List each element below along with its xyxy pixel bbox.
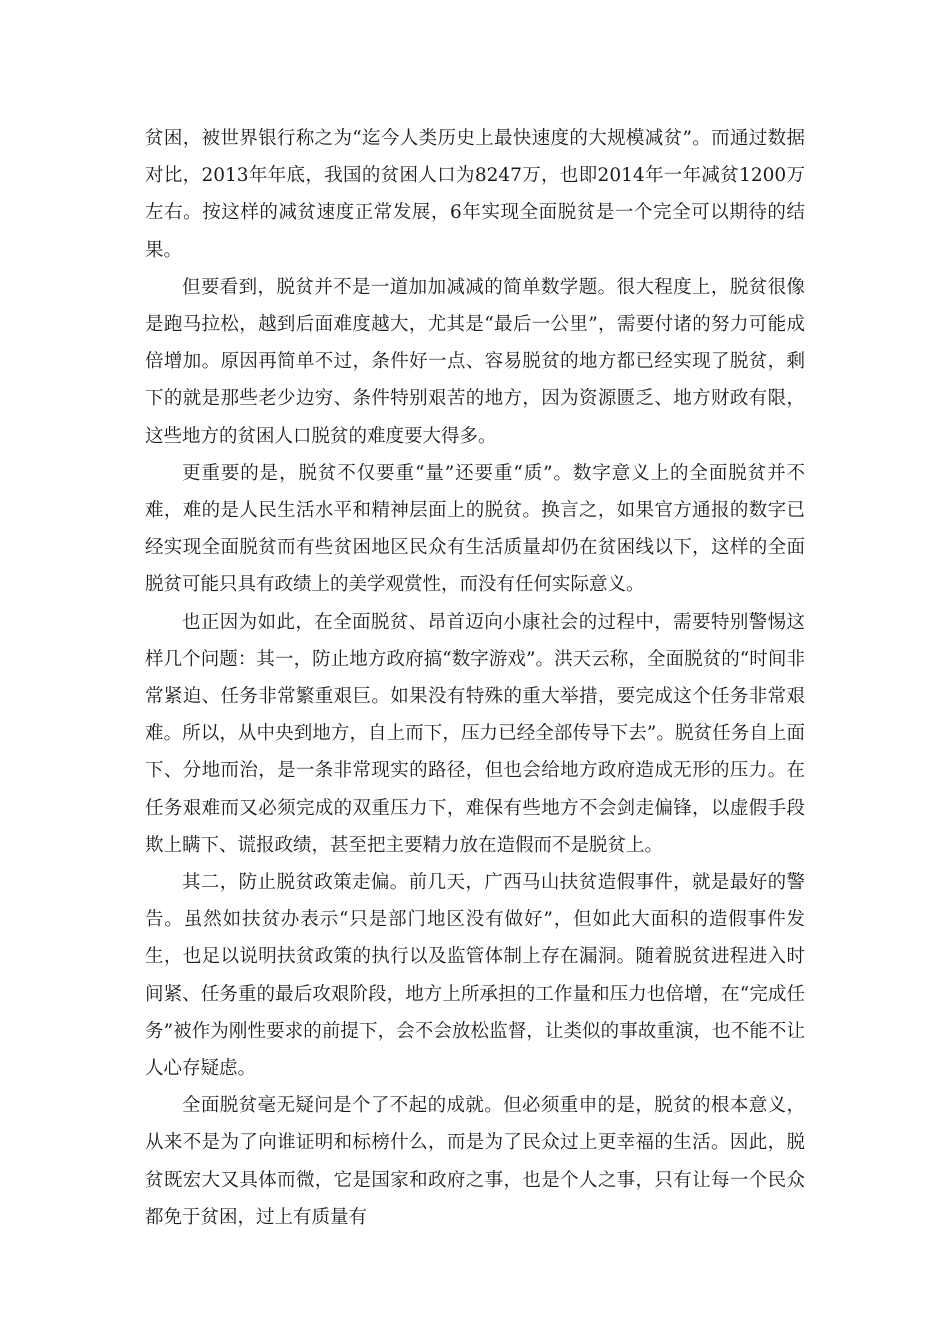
paragraph: 更重要的是，脱贫不仅要重“量”还要重“质”。数字意义上的全面脱贫并不难，难的是人民生活水平和精神层面上的脱贫。换言之，如果官方通报的数字已经实现全面脱贫而有些贫困地区民众有生活质量却仍在贫困线以下，这样的全面脱贫可能只具有政绩上的美学观赏性，而没有任何实际意义。 bbox=[145, 462, 805, 596]
paragraph-continued: 贫困，被世界银行称之为“迄今人类历史上最快速度的大规模减贫”。而通过数据对比，2013年年底，我国的贫困人口为8247万，也即2014年一年减贫1200万左右。按这样的减贫速度正常发展，6年实现全面脱贫是一个完全可以期待的结果。 bbox=[145, 128, 805, 261]
paragraph: 但要看到，脱贫并不是一道加加减减的简单数学题。很大程度上，脱贫很像是跑马拉松，越到后面难度越大，尤其是“最后一公里”，需要付诸的努力可能成倍增加。原因再简单不过，条件好一点、容易脱贫的地方都已经实现了脱贫，剩下的就是那些老少边穷、条件特别艰苦的地方，因为资源匮乏、地方财政有限，这些地方的贫困人口脱贫的难度要大得多。 bbox=[145, 276, 805, 447]
paragraph: 也正因为如此，在全面脱贫、昂首迈向小康社会的过程中，需要特别警惕这样几个问题：其一，防止地方政府搞“数字游戏”。洪天云称，全面脱贫的“时间非常紧迫、任务非常繁重艰巨。如果没有特殊的重大举措，要完成这个任务非常艰难。所以，从中央到地方，自上而下，压力已经全部传导下去”。脱贫任务自上面下、分地而治，是一条非常现实的路径，但也会给地方政府造成无形的压力。在任务艰难而又必须完成的双重压力下，难保有些地方不会剑走偏锋，以虚假手段欺上瞒下、谎报政绩，甚至把主要精力放在造假而不是脱贫上。 bbox=[145, 611, 805, 856]
document-body bbox=[145, 120, 805, 1236]
paragraph: 其二，防止脱贫政策走偏。前几天，广西马山扶贫造假事件，就是最好的警告。虽然如扶贫办表示“只是部门地区没有做好”，但如此大面积的造假事件发生，也足以说明扶贫政策的执行以及监管体制上存在漏洞。随着脱贫进程进入时间紧、任务重的最后攻艰阶段，地方上所承担的工作量和压力也倍增，在“完成任务”被作为刚性要求的前提下，会不会放松监督，让类似的事故重演，也不能不让人心存疑虑。 bbox=[145, 872, 805, 1080]
paragraph: 全面脱贫毫无疑问是个了不起的成就。但必须重申的是，脱贫的根本意义，从来不是为了向谁证明和标榜什么，而是为了民众过上更幸福的生活。因此，脱贫既宏大又具体而微，它是国家和政府之事，也是个人之事，只有让每一个民众都免于贫困，过上有质量有 bbox=[145, 1095, 805, 1228]
